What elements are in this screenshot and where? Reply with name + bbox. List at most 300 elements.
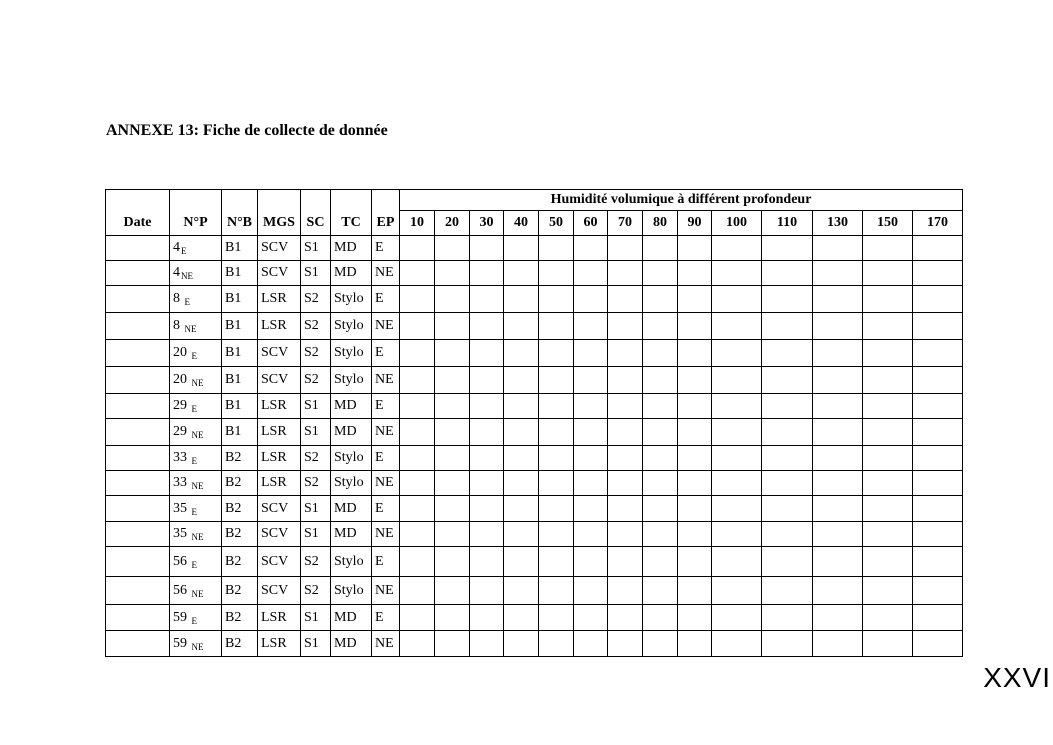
data-collection-table (105, 189, 963, 657)
humidity-value-cell[interactable] (643, 286, 678, 313)
humidity-value-cell[interactable] (608, 313, 643, 340)
humidity-value-cell[interactable] (863, 496, 913, 522)
humidity-value-cell[interactable] (435, 446, 470, 471)
date-cell[interactable] (106, 631, 170, 657)
humidity-value-cell[interactable] (643, 496, 678, 522)
tc-cell: MD (331, 522, 372, 547)
date-cell[interactable] (106, 471, 170, 496)
humidity-value-cell[interactable] (400, 367, 435, 394)
humidity-value-cell[interactable] (608, 577, 643, 605)
humidity-value-cell[interactable] (913, 340, 963, 367)
humidity-value-cell[interactable] (643, 367, 678, 394)
humidity-value-cell[interactable] (863, 261, 913, 286)
humidity-value-cell[interactable] (643, 605, 678, 631)
humidity-value-cell[interactable] (608, 367, 643, 394)
humidity-value-cell[interactable] (712, 261, 762, 286)
humidity-value-cell[interactable] (470, 286, 504, 313)
humidity-value-cell[interactable] (678, 496, 712, 522)
humidity-value-cell[interactable] (678, 471, 712, 496)
humidity-value-cell[interactable] (608, 496, 643, 522)
sc-cell: S2 (301, 367, 331, 394)
plot-exposure-subscript: E (181, 246, 187, 256)
date-cell[interactable] (106, 367, 170, 394)
humidity-value-cell[interactable] (762, 313, 813, 340)
ep-cell: NE (372, 367, 400, 394)
humidity-value-cell[interactable] (762, 286, 813, 313)
humidity-value-cell[interactable] (913, 471, 963, 496)
humidity-value-cell[interactable] (608, 286, 643, 313)
humidity-value-cell[interactable] (712, 446, 762, 471)
table-row (106, 446, 963, 471)
humidity-value-cell[interactable] (470, 547, 504, 577)
humidity-value-cell[interactable] (762, 261, 813, 286)
humidity-value-cell[interactable] (813, 577, 863, 605)
mgs-cell: SCV (258, 577, 301, 605)
humidity-value-cell[interactable] (712, 236, 762, 261)
col-header-depth: 50 (539, 211, 574, 236)
humidity-value-cell[interactable] (574, 522, 608, 547)
humidity-value-cell[interactable] (539, 446, 574, 471)
humidity-value-cell[interactable] (608, 446, 643, 471)
humidity-value-cell[interactable] (539, 367, 574, 394)
humidity-value-cell[interactable] (913, 446, 963, 471)
humidity-value-cell[interactable] (504, 313, 539, 340)
block-cell: B1 (222, 419, 258, 446)
humidity-value-cell[interactable] (813, 394, 863, 419)
humidity-value-cell[interactable] (643, 394, 678, 419)
humidity-value-cell[interactable] (762, 367, 813, 394)
humidity-value-cell[interactable] (813, 313, 863, 340)
humidity-value-cell[interactable] (400, 286, 435, 313)
date-cell[interactable] (106, 313, 170, 340)
humidity-value-cell[interactable] (504, 419, 539, 446)
humidity-value-cell[interactable] (470, 605, 504, 631)
humidity-value-cell[interactable] (435, 286, 470, 313)
humidity-value-cell[interactable] (539, 419, 574, 446)
plot-number-cell (170, 446, 222, 471)
ep-cell: E (372, 547, 400, 577)
humidity-value-cell[interactable] (913, 394, 963, 419)
humidity-value-cell[interactable] (913, 286, 963, 313)
humidity-value-cell[interactable] (863, 340, 913, 367)
humidity-value-cell[interactable] (813, 261, 863, 286)
humidity-value-cell[interactable] (678, 286, 712, 313)
humidity-value-cell[interactable] (435, 340, 470, 367)
sc-cell: S1 (301, 631, 331, 657)
humidity-value-cell[interactable] (712, 313, 762, 340)
humidity-value-cell[interactable] (863, 236, 913, 261)
humidity-value-cell[interactable] (863, 471, 913, 496)
humidity-value-cell[interactable] (913, 522, 963, 547)
humidity-value-cell[interactable] (762, 496, 813, 522)
humidity-value-cell[interactable] (539, 547, 574, 577)
humidity-value-cell[interactable] (400, 261, 435, 286)
date-cell[interactable] (106, 261, 170, 286)
date-cell[interactable] (106, 340, 170, 367)
humidity-value-cell[interactable] (762, 446, 813, 471)
plot-exposure-subscript: E (184, 297, 190, 307)
table-row (106, 340, 963, 367)
humidity-value-cell[interactable] (539, 340, 574, 367)
humidity-value-cell[interactable] (435, 236, 470, 261)
humidity-value-cell[interactable] (400, 522, 435, 547)
humidity-value-cell[interactable] (470, 261, 504, 286)
humidity-value-cell[interactable] (435, 394, 470, 419)
humidity-value-cell[interactable] (504, 496, 539, 522)
humidity-value-cell[interactable] (678, 522, 712, 547)
humidity-value-cell[interactable] (470, 522, 504, 547)
humidity-value-cell[interactable] (400, 446, 435, 471)
humidity-value-cell[interactable] (574, 286, 608, 313)
plot-number: 59 (173, 635, 191, 651)
humidity-value-cell[interactable] (643, 547, 678, 577)
humidity-value-cell[interactable] (678, 419, 712, 446)
humidity-value-cell[interactable] (813, 471, 863, 496)
humidity-value-cell[interactable] (504, 236, 539, 261)
humidity-value-cell[interactable] (712, 471, 762, 496)
humidity-value-cell[interactable] (643, 522, 678, 547)
humidity-value-cell[interactable] (400, 419, 435, 446)
humidity-value-cell[interactable] (435, 547, 470, 577)
plot-number: 4 (173, 265, 180, 280)
humidity-value-cell[interactable] (913, 419, 963, 446)
humidity-value-cell[interactable] (913, 577, 963, 605)
humidity-value-cell[interactable] (678, 340, 712, 367)
table-row (106, 313, 963, 340)
humidity-value-cell[interactable] (863, 577, 913, 605)
date-cell[interactable] (106, 236, 170, 261)
humidity-value-cell[interactable] (435, 419, 470, 446)
block-cell: B1 (222, 313, 258, 340)
humidity-value-cell[interactable] (762, 631, 813, 657)
humidity-value-cell[interactable] (435, 313, 470, 340)
humidity-value-cell[interactable] (539, 471, 574, 496)
humidity-value-cell[interactable] (712, 631, 762, 657)
humidity-value-cell[interactable] (574, 547, 608, 577)
humidity-value-cell[interactable] (678, 313, 712, 340)
date-cell[interactable] (106, 286, 170, 313)
col-header-nb: N°B (222, 211, 258, 236)
humidity-value-cell[interactable] (712, 605, 762, 631)
humidity-value-cell[interactable] (574, 631, 608, 657)
humidity-value-cell[interactable] (608, 547, 643, 577)
humidity-value-cell[interactable] (813, 419, 863, 446)
humidity-value-cell[interactable] (762, 340, 813, 367)
humidity-value-cell[interactable] (913, 496, 963, 522)
humidity-value-cell[interactable] (539, 394, 574, 419)
humidity-value-cell[interactable] (762, 419, 813, 446)
block-cell: B2 (222, 547, 258, 577)
humidity-value-cell[interactable] (813, 236, 863, 261)
humidity-value-cell[interactable] (712, 286, 762, 313)
humidity-value-cell[interactable] (400, 471, 435, 496)
humidity-value-cell[interactable] (470, 446, 504, 471)
humidity-value-cell[interactable] (762, 236, 813, 261)
humidity-value-cell[interactable] (863, 547, 913, 577)
humidity-value-cell[interactable] (574, 367, 608, 394)
humidity-value-cell[interactable] (678, 605, 712, 631)
humidity-value-cell[interactable] (574, 236, 608, 261)
humidity-value-cell[interactable] (643, 313, 678, 340)
humidity-value-cell[interactable] (712, 367, 762, 394)
humidity-value-cell[interactable] (608, 471, 643, 496)
humidity-value-cell[interactable] (813, 496, 863, 522)
humidity-value-cell[interactable] (813, 522, 863, 547)
humidity-value-cell[interactable] (863, 605, 913, 631)
humidity-value-cell[interactable] (470, 496, 504, 522)
humidity-value-cell[interactable] (913, 605, 963, 631)
humidity-value-cell[interactable] (400, 340, 435, 367)
ep-cell: E (372, 394, 400, 419)
humidity-value-cell[interactable] (574, 605, 608, 631)
humidity-value-cell[interactable] (608, 236, 643, 261)
humidity-value-cell[interactable] (400, 631, 435, 657)
humidity-value-cell[interactable] (470, 631, 504, 657)
humidity-value-cell[interactable] (504, 605, 539, 631)
humidity-value-cell[interactable] (539, 605, 574, 631)
humidity-value-cell[interactable] (643, 471, 678, 496)
humidity-value-cell[interactable] (400, 313, 435, 340)
humidity-value-cell[interactable] (504, 367, 539, 394)
col-header-depth: 170 (913, 211, 963, 236)
block-cell: B2 (222, 631, 258, 657)
humidity-value-cell[interactable] (470, 419, 504, 446)
plot-number-cell (170, 577, 222, 605)
humidity-value-cell[interactable] (712, 340, 762, 367)
humidity-value-cell[interactable] (608, 261, 643, 286)
mgs-cell: SCV (258, 261, 301, 286)
humidity-value-cell[interactable] (678, 367, 712, 394)
humidity-value-cell[interactable] (863, 446, 913, 471)
humidity-value-cell[interactable] (470, 471, 504, 496)
humidity-value-cell[interactable] (435, 496, 470, 522)
tc-cell: Stylo (331, 446, 372, 471)
table-row (106, 605, 963, 631)
plot-number: 8 (173, 318, 184, 333)
humidity-value-cell[interactable] (539, 496, 574, 522)
humidity-value-cell[interactable] (678, 394, 712, 419)
humidity-value-cell[interactable] (813, 446, 863, 471)
humidity-value-cell[interactable] (913, 367, 963, 394)
humidity-value-cell[interactable] (504, 446, 539, 471)
date-cell[interactable] (106, 522, 170, 547)
date-cell[interactable] (106, 394, 170, 419)
sc-cell: S1 (301, 261, 331, 286)
humidity-value-cell[interactable] (435, 471, 470, 496)
humidity-value-cell[interactable] (678, 261, 712, 286)
mgs-cell: LSR (258, 419, 301, 446)
humidity-value-cell[interactable] (863, 286, 913, 313)
humidity-value-cell[interactable] (643, 419, 678, 446)
humidity-value-cell[interactable] (539, 236, 574, 261)
humidity-value-cell[interactable] (762, 605, 813, 631)
humidity-value-cell[interactable] (400, 394, 435, 419)
humidity-value-cell[interactable] (678, 547, 712, 577)
humidity-value-cell[interactable] (504, 286, 539, 313)
sc-cell: S2 (301, 313, 331, 340)
ep-cell: NE (372, 522, 400, 547)
humidity-value-cell[interactable] (678, 236, 712, 261)
humidity-value-cell[interactable] (813, 605, 863, 631)
humidity-value-cell[interactable] (863, 313, 913, 340)
humidity-value-cell[interactable] (863, 631, 913, 657)
plot-number: 56 (173, 553, 191, 569)
humidity-value-cell[interactable] (470, 394, 504, 419)
humidity-value-cell[interactable] (712, 394, 762, 419)
humidity-value-cell[interactable] (762, 577, 813, 605)
humidity-value-cell[interactable] (712, 522, 762, 547)
humidity-value-cell[interactable] (643, 236, 678, 261)
humidity-value-cell[interactable] (643, 446, 678, 471)
ep-cell: E (372, 236, 400, 261)
date-cell[interactable] (106, 419, 170, 446)
humidity-value-cell[interactable] (813, 286, 863, 313)
humidity-value-cell[interactable] (470, 340, 504, 367)
humidity-value-cell[interactable] (504, 631, 539, 657)
humidity-value-cell[interactable] (608, 340, 643, 367)
humidity-value-cell[interactable] (574, 419, 608, 446)
humidity-value-cell[interactable] (913, 631, 963, 657)
plot-exposure-subscript: E (191, 456, 197, 466)
humidity-value-cell[interactable] (539, 261, 574, 286)
sc-cell: S1 (301, 419, 331, 446)
mgs-cell: LSR (258, 286, 301, 313)
humidity-value-cell[interactable] (504, 394, 539, 419)
humidity-value-cell[interactable] (863, 367, 913, 394)
humidity-value-cell[interactable] (435, 631, 470, 657)
plot-exposure-subscript: E (191, 351, 197, 361)
humidity-value-cell[interactable] (504, 261, 539, 286)
humidity-value-cell[interactable] (712, 547, 762, 577)
ep-cell: NE (372, 471, 400, 496)
tc-cell: MD (331, 605, 372, 631)
col-header-depth: 10 (400, 211, 435, 236)
col-header-depth: 150 (863, 211, 913, 236)
humidity-value-cell[interactable] (574, 261, 608, 286)
humidity-value-cell[interactable] (762, 394, 813, 419)
humidity-value-cell[interactable] (913, 547, 963, 577)
header-spacer (258, 190, 301, 211)
humidity-value-cell[interactable] (574, 394, 608, 419)
humidity-value-cell[interactable] (863, 394, 913, 419)
date-cell[interactable] (106, 577, 170, 605)
humidity-value-cell[interactable] (608, 522, 643, 547)
humidity-value-cell[interactable] (539, 286, 574, 313)
col-header-mgs: MGS (258, 211, 301, 236)
humidity-value-cell[interactable] (608, 419, 643, 446)
humidity-value-cell[interactable] (574, 446, 608, 471)
humidity-value-cell[interactable] (813, 340, 863, 367)
humidity-value-cell[interactable] (863, 419, 913, 446)
plot-number: 20 (173, 345, 191, 360)
humidity-value-cell[interactable] (678, 577, 712, 605)
col-header-depth: 130 (813, 211, 863, 236)
humidity-value-cell[interactable] (678, 446, 712, 471)
block-cell: B1 (222, 286, 258, 313)
date-cell[interactable] (106, 496, 170, 522)
humidity-value-cell[interactable] (863, 522, 913, 547)
humidity-value-cell[interactable] (504, 340, 539, 367)
humidity-value-cell[interactable] (574, 577, 608, 605)
humidity-value-cell[interactable] (913, 313, 963, 340)
col-header-date: Date (106, 211, 170, 236)
date-cell[interactable] (106, 547, 170, 577)
humidity-value-cell[interactable] (762, 471, 813, 496)
ep-cell: NE (372, 261, 400, 286)
humidity-value-cell[interactable] (470, 367, 504, 394)
humidity-value-cell[interactable] (574, 313, 608, 340)
humidity-value-cell[interactable] (678, 631, 712, 657)
humidity-value-cell[interactable] (913, 236, 963, 261)
humidity-value-cell[interactable] (400, 605, 435, 631)
humidity-value-cell[interactable] (712, 419, 762, 446)
humidity-value-cell[interactable] (762, 522, 813, 547)
table-row (106, 419, 963, 446)
header-spacer (106, 190, 170, 211)
humidity-value-cell[interactable] (539, 577, 574, 605)
tc-cell: Stylo (331, 367, 372, 394)
humidity-value-cell[interactable] (400, 577, 435, 605)
table-row (106, 631, 963, 657)
humidity-value-cell[interactable] (470, 577, 504, 605)
date-cell[interactable] (106, 446, 170, 471)
humidity-value-cell[interactable] (400, 547, 435, 577)
humidity-value-cell[interactable] (608, 394, 643, 419)
humidity-value-cell[interactable] (539, 522, 574, 547)
humidity-value-cell[interactable] (435, 367, 470, 394)
humidity-value-cell[interactable] (435, 261, 470, 286)
humidity-value-cell[interactable] (539, 313, 574, 340)
humidity-value-cell[interactable] (608, 631, 643, 657)
date-cell[interactable] (106, 605, 170, 631)
humidity-value-cell[interactable] (813, 631, 863, 657)
humidity-value-cell[interactable] (643, 261, 678, 286)
humidity-value-cell[interactable] (643, 577, 678, 605)
col-header-depth: 110 (762, 211, 813, 236)
humidity-value-cell[interactable] (504, 547, 539, 577)
table-row (106, 547, 963, 577)
humidity-value-cell[interactable] (712, 496, 762, 522)
humidity-value-cell[interactable] (470, 236, 504, 261)
block-cell: B1 (222, 367, 258, 394)
humidity-value-cell[interactable] (539, 631, 574, 657)
humidity-value-cell[interactable] (913, 261, 963, 286)
humidity-value-cell[interactable] (813, 367, 863, 394)
humidity-value-cell[interactable] (470, 313, 504, 340)
humidity-value-cell[interactable] (400, 496, 435, 522)
humidity-value-cell[interactable] (574, 471, 608, 496)
humidity-value-cell[interactable] (574, 340, 608, 367)
plot-number-cell (170, 367, 222, 394)
humidity-value-cell[interactable] (435, 605, 470, 631)
humidity-value-cell[interactable] (762, 547, 813, 577)
plot-number-cell (170, 605, 222, 631)
humidity-value-cell[interactable] (504, 471, 539, 496)
humidity-value-cell[interactable] (435, 577, 470, 605)
humidity-value-cell[interactable] (608, 605, 643, 631)
humidity-value-cell[interactable] (504, 577, 539, 605)
humidity-value-cell[interactable] (813, 547, 863, 577)
humidity-value-cell[interactable] (574, 496, 608, 522)
humidity-value-cell[interactable] (643, 340, 678, 367)
humidity-value-cell[interactable] (712, 577, 762, 605)
humidity-value-cell[interactable] (435, 522, 470, 547)
humidity-value-cell[interactable] (504, 522, 539, 547)
humidity-value-cell[interactable] (400, 236, 435, 261)
ep-cell: E (372, 340, 400, 367)
mgs-cell: SCV (258, 236, 301, 261)
humidity-value-cell[interactable] (643, 631, 678, 657)
